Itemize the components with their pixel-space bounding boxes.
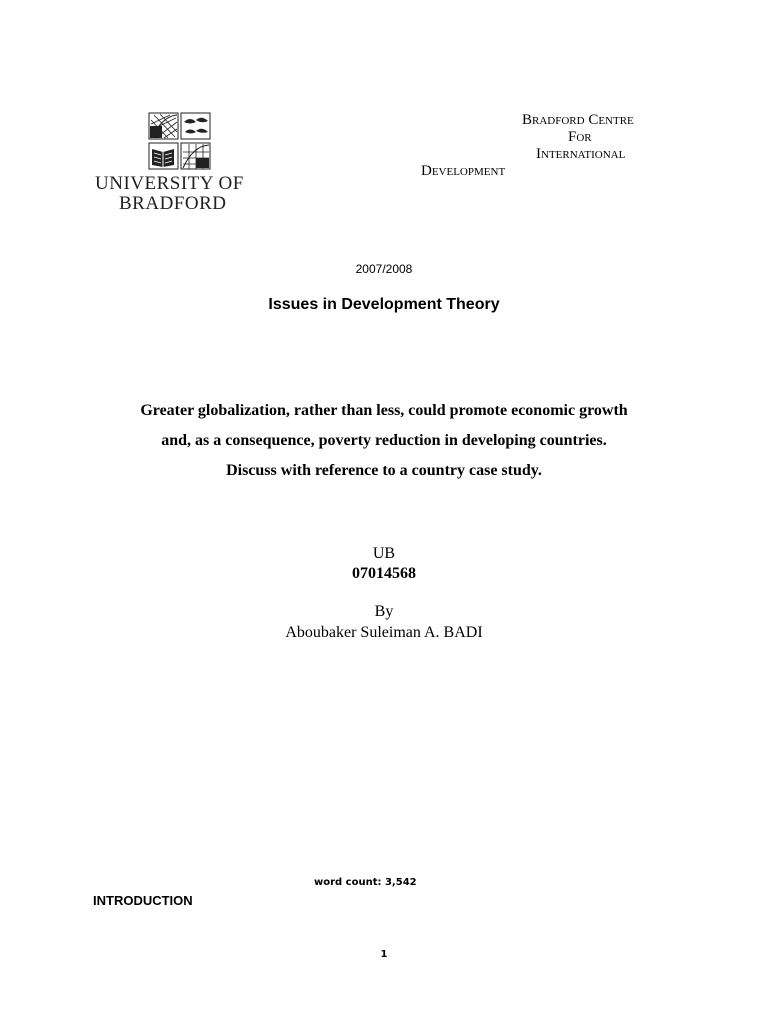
ub-label: UB — [372, 545, 396, 562]
by-label: By — [374, 603, 394, 620]
author-name: Aboubaker Suleiman A. BADI — [285, 624, 483, 641]
centre-name-line2: For — [568, 129, 592, 145]
centre-name-line3: International — [536, 146, 626, 162]
page-number: 1 — [380, 949, 388, 960]
university-crest-icon — [148, 112, 212, 170]
section-heading: INTRODUCTION — [93, 893, 193, 908]
course-title: Issues in Development Theory — [268, 296, 500, 313]
centre-name-line4: Development — [421, 163, 506, 179]
ub-number: 07014568 — [352, 565, 416, 582]
essay-question-line3: Discuss with reference to a country case study. — [226, 462, 542, 479]
essay-question-line2: and, as a consequence, poverty reduction in developing countries. — [161, 432, 607, 449]
university-name-line2: BRADFORD — [119, 193, 227, 214]
university-name — [93, 174, 268, 214]
word-count: word count: 3,542 — [314, 877, 417, 888]
essay-question — [0, 396, 768, 486]
university-logo — [93, 112, 268, 214]
centre-name-line1: Bradford Centre — [522, 112, 634, 128]
essay-question-line1: Greater globalization, rather than less, could promote economic growth — [140, 402, 628, 419]
university-name-line1: UNIVERSITY OF — [95, 173, 244, 194]
academic-year: 2007/2008 — [355, 262, 413, 276]
